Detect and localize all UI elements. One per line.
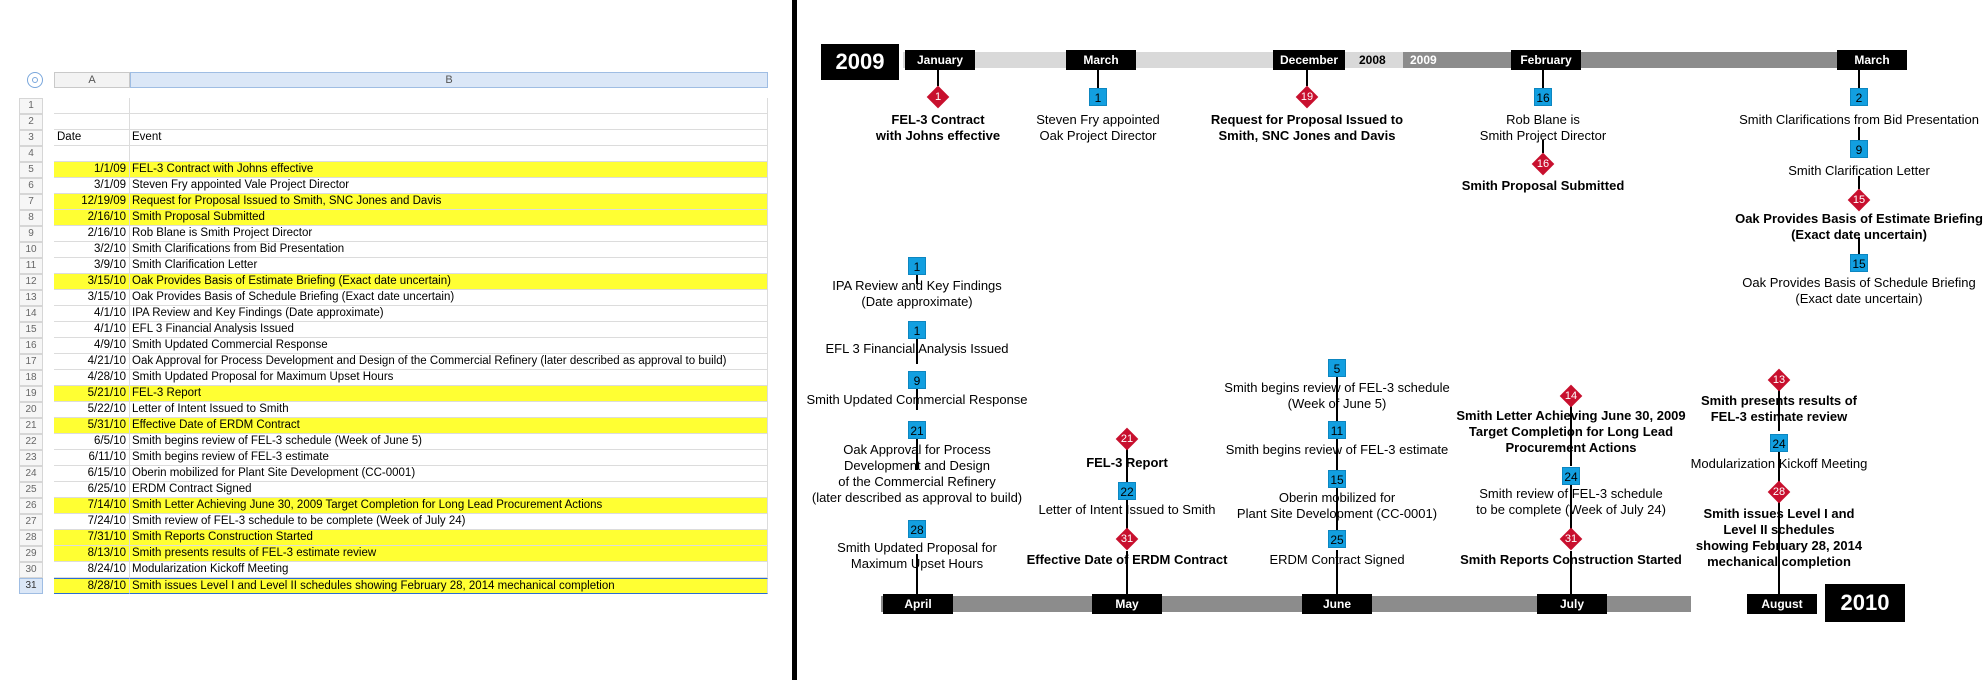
date-cell[interactable]: 4/1/10 — [54, 322, 130, 338]
diamond-marker-icon — [1531, 152, 1555, 176]
event-label: (later described as approval to build) — [811, 490, 1023, 505]
event-label: Request for Proposal Issued to — [1210, 112, 1404, 127]
event-label: Target Completion for Long Lead — [1468, 424, 1674, 439]
event-cell[interactable] — [130, 146, 768, 162]
event-cell[interactable]: Smith issues Level I and Level II schedules showing February 28, 2014 mechanical completion — [130, 578, 768, 594]
year-divider-2008: 2008 — [1359, 53, 1386, 67]
connector-line — [1858, 70, 1860, 88]
month-label-bottom: July — [1537, 594, 1607, 614]
row-number[interactable]: 22 — [19, 434, 43, 450]
event-label: Letter of Intent Issued to Smith — [1038, 502, 1216, 517]
square-marker-icon: 16 — [1534, 88, 1552, 106]
date-cell[interactable]: 5/31/10 — [54, 418, 130, 434]
row-number[interactable]: 14 — [19, 306, 43, 322]
date-cell[interactable]: 8/13/10 — [54, 546, 130, 562]
event-label: Smith Reports Construction Started — [1460, 552, 1682, 567]
event-label: ERDM Contract Signed — [1269, 552, 1405, 567]
connector-line — [1542, 70, 1544, 88]
timeline-bar-segment — [881, 596, 1621, 612]
marker-number: 13 — [1772, 374, 1786, 386]
date-cell[interactable]: 2/16/10 — [54, 226, 130, 242]
table-row[interactable] — [0, 98, 792, 114]
month-label-bottom: May — [1092, 594, 1162, 614]
date-cell[interactable]: 8/24/10 — [54, 562, 130, 578]
row-number[interactable]: 15 — [19, 322, 43, 338]
date-cell[interactable]: 2/16/10 — [54, 210, 130, 226]
event-cell[interactable]: Smith presents results of FEL-3 estimate review — [130, 546, 768, 562]
event-label: (Date approximate) — [861, 294, 973, 309]
connector-line — [1858, 127, 1860, 140]
event-label: Oak Provides Basis of Estimate Briefing — [1735, 211, 1983, 226]
event-label: Smith Clarification Letter — [1788, 163, 1930, 178]
row-number[interactable]: 5 — [19, 162, 43, 178]
table-row[interactable] — [0, 370, 792, 386]
event-cell[interactable]: Smith Reports Construction Started — [130, 530, 768, 546]
month-label-top: March — [1066, 50, 1136, 70]
table-row[interactable] — [0, 242, 792, 258]
table-row[interactable] — [0, 354, 792, 370]
event-label: (Exact date uncertain) — [1795, 291, 1923, 306]
row-number[interactable]: 13 — [19, 290, 43, 306]
month-label-bottom: June — [1302, 594, 1372, 614]
marker-number: 21 — [1120, 433, 1134, 445]
table-row[interactable] — [0, 114, 792, 130]
row-number[interactable]: 16 — [19, 338, 43, 354]
date-cell[interactable]: 3/9/10 — [54, 258, 130, 274]
event-cell[interactable]: Smith review of FEL-3 schedule to be complete (Week of July 24) — [130, 514, 768, 530]
row-number[interactable]: 9 — [19, 226, 43, 242]
date-cell[interactable]: 7/31/10 — [54, 530, 130, 546]
event-cell[interactable]: Modularization Kickoff Meeting — [130, 562, 768, 578]
table-row[interactable] — [0, 434, 792, 450]
date-cell[interactable]: 3/2/10 — [54, 242, 130, 258]
month-label-top: February — [1511, 50, 1581, 70]
row-number[interactable]: 21 — [19, 418, 43, 434]
square-marker-icon: 15 — [1850, 254, 1868, 272]
column-header-b[interactable]: B — [130, 72, 768, 88]
timeline-panel — [797, 0, 1983, 680]
row-number[interactable]: 4 — [19, 146, 43, 162]
event-cell[interactable]: ERDM Contract Signed — [130, 482, 768, 498]
square-marker-icon: 25 — [1328, 530, 1346, 548]
event-label: FEL-3 estimate review — [1710, 409, 1848, 424]
date-cell[interactable]: 7/24/10 — [54, 514, 130, 530]
date-cell[interactable]: 4/1/10 — [54, 306, 130, 322]
event-cell[interactable]: Oak Approval for Process Development and Design of the Commercial Refinery (later described as approval to build) — [130, 354, 768, 370]
date-cell[interactable]: 4/9/10 — [54, 338, 130, 354]
select-all-icon[interactable] — [27, 72, 43, 88]
event-cell[interactable]: Oak Provides Basis of Schedule Briefing (Exact date uncertain) — [130, 290, 768, 306]
square-marker-icon: 5 — [1328, 359, 1346, 377]
diamond-marker-icon — [926, 85, 950, 109]
date-cell[interactable]: 4/21/10 — [54, 354, 130, 370]
table-row[interactable] — [0, 306, 792, 322]
event-cell[interactable]: Smith Clarification Letter — [130, 258, 768, 274]
diamond-marker-icon — [1847, 188, 1871, 212]
date-cell[interactable]: 3/15/10 — [54, 290, 130, 306]
event-label: IPA Review and Key Findings — [832, 278, 1002, 293]
month-label-top: December — [1273, 50, 1345, 70]
marker-number: 31 — [1120, 533, 1134, 545]
event-cell[interactable]: Event — [130, 130, 768, 146]
event-label: Smith presents results of — [1700, 393, 1858, 408]
marker-number: 15 — [1852, 194, 1866, 206]
table-row[interactable] — [0, 386, 792, 402]
table-row[interactable] — [0, 498, 792, 514]
table-row[interactable] — [0, 402, 792, 418]
square-marker-icon: 15 — [1328, 470, 1346, 488]
year-label-bottom: 2010 — [1825, 584, 1905, 622]
row-number[interactable]: 2 — [19, 114, 43, 130]
timeline-bar-segment — [1621, 596, 1691, 612]
date-cell[interactable]: 6/5/10 — [54, 434, 130, 450]
connector-line — [1306, 70, 1308, 86]
event-label: Steven Fry appointed — [1036, 112, 1160, 127]
table-row[interactable] — [0, 210, 792, 226]
date-cell[interactable]: 12/19/09 — [54, 194, 130, 210]
event-label: Oak Provides Basis of Schedule Briefing — [1742, 275, 1976, 290]
event-label: Smith Updated Proposal for — [837, 540, 997, 555]
event-label: Development and Design — [844, 458, 990, 473]
event-cell[interactable]: Rob Blane is Smith Project Director — [130, 226, 768, 242]
event-cell[interactable]: Smith Clarifications from Bid Presentation — [130, 242, 768, 258]
square-marker-icon: 1 — [908, 257, 926, 275]
event-cell[interactable]: Request for Proposal Issued to Smith, SNC Jones and Davis — [130, 194, 768, 210]
diamond-marker-icon — [1767, 480, 1791, 504]
table-row[interactable] — [0, 178, 792, 194]
date-cell[interactable]: 8/28/10 — [54, 578, 130, 594]
marker-number: 14 — [1564, 390, 1578, 402]
event-label: Smith Updated Commercial Response — [806, 392, 1028, 407]
table-row[interactable] — [0, 562, 792, 578]
square-marker-icon: 24 — [1562, 467, 1580, 485]
table-row[interactable] — [0, 450, 792, 466]
marker-number: 19 — [1300, 91, 1314, 103]
date-cell[interactable]: 6/25/10 — [54, 482, 130, 498]
event-label: Smith begins review of FEL-3 schedule — [1224, 380, 1450, 395]
event-label: of the Commercial Refinery — [838, 474, 996, 489]
date-cell[interactable]: 7/14/10 — [54, 498, 130, 514]
row-number[interactable]: 31 — [19, 578, 43, 594]
marker-number: 16 — [1536, 158, 1550, 170]
event-label: Oak Approval for Process — [843, 442, 991, 457]
event-label: Smith Project Director — [1479, 128, 1607, 143]
row-number[interactable]: 30 — [19, 562, 43, 578]
row-number[interactable]: 19 — [19, 386, 43, 402]
spreadsheet-panel — [0, 0, 792, 680]
diamond-marker-icon — [1115, 527, 1139, 551]
row-number[interactable]: 20 — [19, 402, 43, 418]
connector-line — [1097, 70, 1099, 88]
event-cell[interactable]: Smith begins review of FEL-3 schedule (Week of June 5) — [130, 434, 768, 450]
table-row[interactable] — [0, 466, 792, 482]
diamond-marker-icon — [1115, 427, 1139, 451]
year-label-top: 2009 — [821, 44, 899, 80]
month-label-bottom: August — [1747, 594, 1817, 614]
date-cell[interactable] — [54, 146, 130, 162]
column-header-a[interactable]: A — [54, 72, 130, 88]
event-cell[interactable] — [130, 114, 768, 130]
row-number[interactable]: 8 — [19, 210, 43, 226]
row-number[interactable]: 26 — [19, 498, 43, 514]
event-label: to be complete (Week of July 24) — [1476, 502, 1666, 517]
row-number[interactable]: 17 — [19, 354, 43, 370]
date-cell[interactable]: 1/1/09 — [54, 162, 130, 178]
row-number[interactable]: 6 — [19, 178, 43, 194]
month-label-top: March — [1837, 50, 1907, 70]
event-label: Maximum Upset Hours — [850, 556, 984, 571]
row-number[interactable]: 29 — [19, 546, 43, 562]
event-cell[interactable]: Effective Date of ERDM Contract — [130, 418, 768, 434]
table-row[interactable] — [0, 418, 792, 434]
month-label-top: January — [905, 50, 975, 70]
timeline-bar-segment — [1403, 52, 1903, 68]
date-cell[interactable]: Date — [54, 130, 130, 146]
row-number[interactable]: 7 — [19, 194, 43, 210]
event-cell[interactable]: Smith Proposal Submitted — [130, 210, 768, 226]
event-label: FEL-3 Contract — [891, 112, 985, 127]
table-row[interactable] — [0, 258, 792, 274]
date-cell[interactable]: 6/11/10 — [54, 450, 130, 466]
event-label: Smith, SNC Jones and Davis — [1218, 128, 1396, 143]
diamond-marker-icon — [1559, 384, 1583, 408]
event-cell[interactable]: Smith Updated Proposal for Maximum Upset Hours — [130, 370, 768, 386]
row-number[interactable]: 23 — [19, 450, 43, 466]
table-row[interactable] — [0, 194, 792, 210]
event-label: showing February 28, 2014 — [1695, 538, 1863, 553]
table-row[interactable] — [0, 514, 792, 530]
marker-number: 1 — [934, 91, 942, 103]
square-marker-icon: 9 — [1850, 140, 1868, 158]
date-cell[interactable]: 4/28/10 — [54, 370, 130, 386]
event-label: Oberin mobilized for — [1278, 490, 1396, 505]
date-cell[interactable]: 5/21/10 — [54, 386, 130, 402]
marker-number: 28 — [1772, 486, 1786, 498]
event-cell[interactable] — [130, 98, 768, 114]
square-marker-icon: 1 — [908, 321, 926, 339]
table-row[interactable] — [0, 546, 792, 562]
row-number[interactable]: 24 — [19, 466, 43, 482]
event-label: Smith begins review of FEL-3 estimate — [1225, 442, 1449, 457]
event-label: Modularization Kickoff Meeting — [1690, 456, 1868, 471]
event-cell[interactable]: Smith Updated Commercial Response — [130, 338, 768, 354]
event-cell[interactable]: FEL-3 Contract with Johns effective — [130, 162, 768, 178]
row-number[interactable]: 18 — [19, 370, 43, 386]
table-row[interactable] — [0, 322, 792, 338]
date-cell[interactable]: 3/1/09 — [54, 178, 130, 194]
row-number[interactable]: 1 — [19, 98, 43, 114]
event-label: Smith review of FEL-3 schedule — [1479, 486, 1663, 501]
event-label: mechanical completion — [1707, 554, 1851, 569]
diamond-marker-icon — [1295, 85, 1319, 109]
table-row[interactable] — [0, 290, 792, 306]
event-cell[interactable]: FEL-3 Report — [130, 386, 768, 402]
table-row[interactable] — [0, 274, 792, 290]
event-label: Plant Site Development (CC-0001) — [1236, 506, 1438, 521]
event-label: FEL-3 Report — [1086, 455, 1168, 470]
row-number[interactable]: 12 — [19, 274, 43, 290]
row-number[interactable]: 10 — [19, 242, 43, 258]
connector-line — [937, 70, 939, 86]
event-label: with Johns effective — [875, 128, 1001, 143]
date-cell[interactable]: 3/15/10 — [54, 274, 130, 290]
event-label: (Exact date uncertain) — [1791, 227, 1927, 242]
date-cell[interactable] — [54, 98, 130, 114]
event-label: Oak Project Director — [1039, 128, 1157, 143]
event-label: Smith issues Level I and — [1703, 506, 1855, 521]
date-cell[interactable]: 5/22/10 — [54, 402, 130, 418]
row-number[interactable]: 27 — [19, 514, 43, 530]
square-marker-icon: 2 — [1850, 88, 1868, 106]
table-row[interactable] — [0, 130, 792, 146]
table-row[interactable] — [0, 226, 792, 242]
square-marker-icon: 24 — [1770, 434, 1788, 452]
row-number[interactable]: 25 — [19, 482, 43, 498]
event-cell[interactable]: Oak Provides Basis of Estimate Briefing (Exact date uncertain) — [130, 274, 768, 290]
event-cell[interactable]: Letter of Intent Issued to Smith — [130, 402, 768, 418]
table-row[interactable] — [0, 338, 792, 354]
square-marker-icon: 21 — [908, 421, 926, 439]
event-cell[interactable]: Smith begins review of FEL-3 estimate — [130, 450, 768, 466]
year-divider-2009: 2009 — [1410, 53, 1437, 67]
event-label: EFL 3 Financial Analysis Issued — [825, 341, 1009, 356]
event-cell[interactable]: Steven Fry appointed Vale Project Director — [130, 178, 768, 194]
event-label: Level II schedules — [1723, 522, 1835, 537]
diamond-marker-icon — [1559, 527, 1583, 551]
table-row[interactable] — [0, 162, 792, 178]
event-label: Rob Blane is — [1506, 112, 1580, 127]
row-number[interactable]: 28 — [19, 530, 43, 546]
square-marker-icon: 28 — [908, 520, 926, 538]
event-label: Effective Date of ERDM Contract — [1026, 552, 1228, 567]
table-row[interactable] — [0, 578, 792, 594]
table-row[interactable] — [0, 482, 792, 498]
square-marker-icon: 11 — [1328, 421, 1346, 439]
table-row[interactable] — [0, 146, 792, 162]
square-marker-icon: 22 — [1118, 482, 1136, 500]
event-cell[interactable]: IPA Review and Key Findings (Date approximate) — [130, 306, 768, 322]
date-cell[interactable] — [54, 114, 130, 130]
row-number[interactable]: 11 — [19, 258, 43, 274]
square-marker-icon: 9 — [908, 371, 926, 389]
event-label: Smith Proposal Submitted — [1461, 178, 1625, 193]
table-row[interactable] — [0, 530, 792, 546]
event-label: Smith Clarifications from Bid Presentation — [1739, 112, 1979, 127]
event-cell[interactable]: Oberin mobilized for Plant Site Development (CC-0001) — [130, 466, 768, 482]
event-label: Procurement Actions — [1505, 440, 1637, 455]
date-cell[interactable]: 6/15/10 — [54, 466, 130, 482]
diamond-marker-icon — [1767, 368, 1791, 392]
square-marker-icon: 1 — [1089, 88, 1107, 106]
event-label: (Week of June 5) — [1287, 396, 1387, 411]
event-cell[interactable]: Smith Letter Achieving June 30, 2009 Target Completion for Long Lead Procurement Actions — [130, 498, 768, 514]
month-label-bottom: April — [883, 594, 953, 614]
event-label: Smith Letter Achieving June 30, 2009 — [1456, 408, 1686, 423]
marker-number: 31 — [1564, 533, 1578, 545]
event-cell[interactable]: EFL 3 Financial Analysis Issued — [130, 322, 768, 338]
row-number[interactable]: 3 — [19, 130, 43, 146]
